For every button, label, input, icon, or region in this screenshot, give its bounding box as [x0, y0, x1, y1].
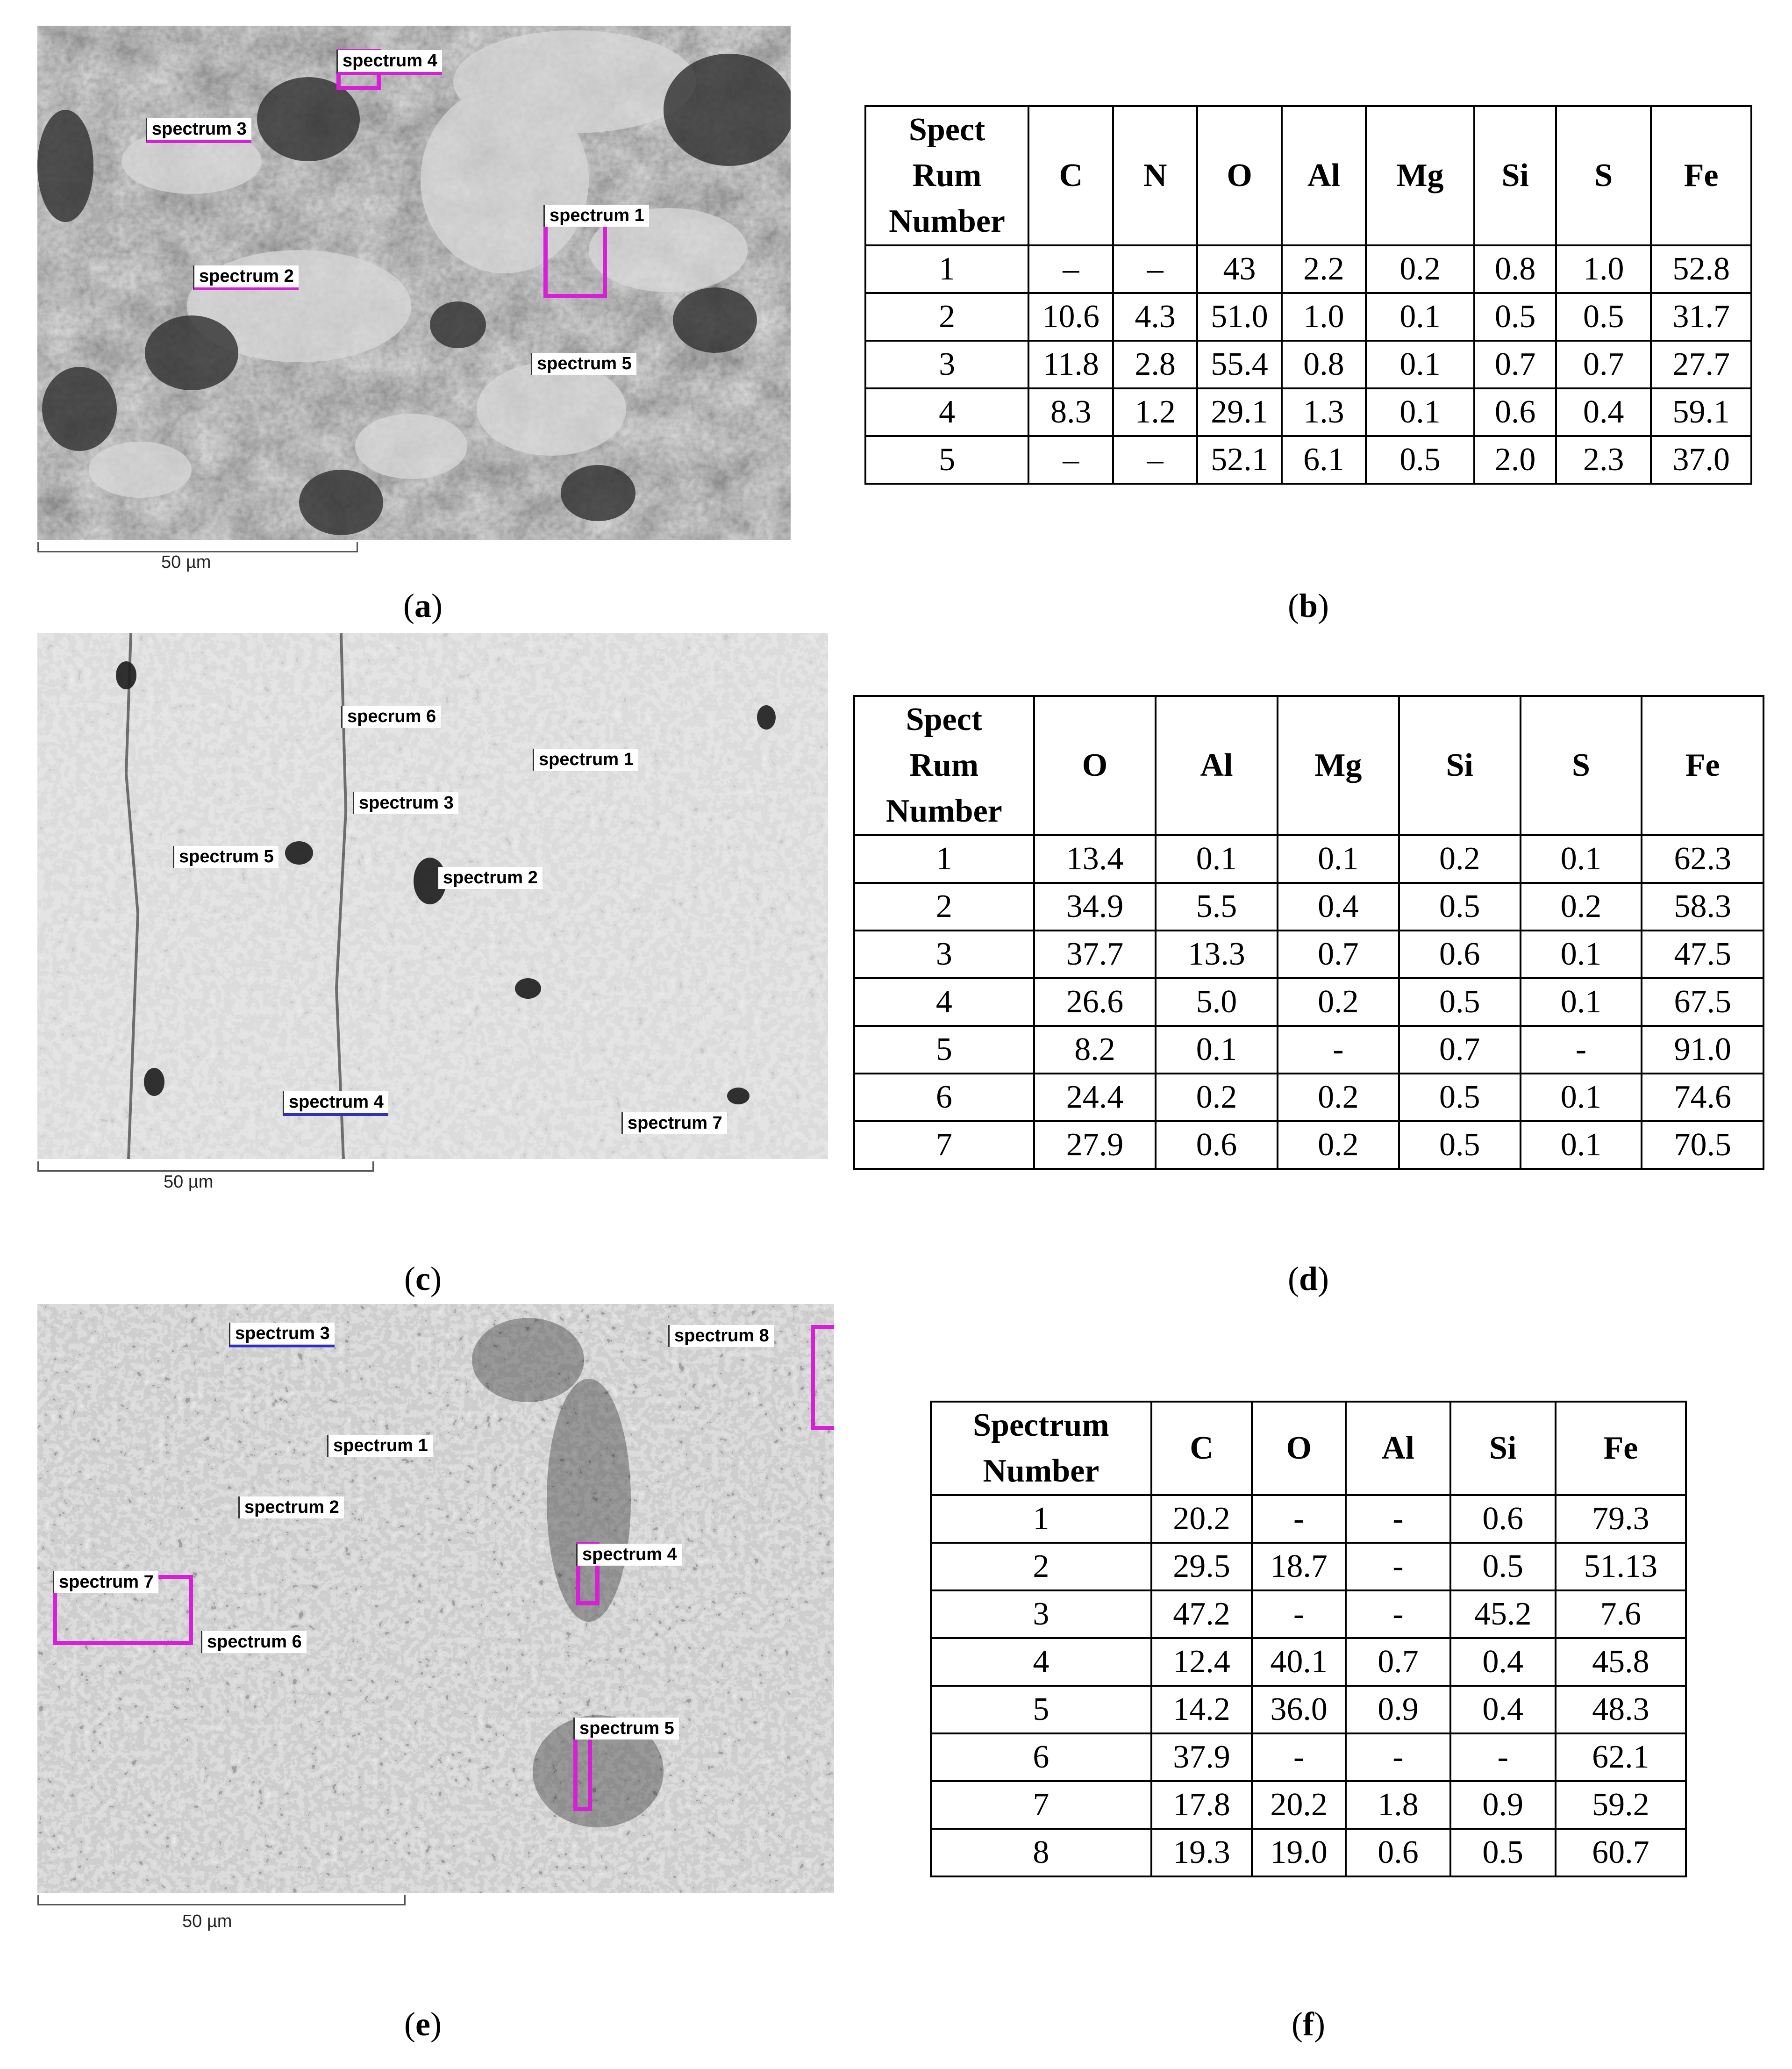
- table-cell: 37.0: [1651, 436, 1751, 484]
- table-cell: 2.2: [1282, 245, 1366, 293]
- caption-a: (a): [403, 587, 443, 624]
- table-cell: 48.3: [1556, 1686, 1686, 1733]
- table-row: [854, 1026, 1763, 1074]
- table-row: [931, 1686, 1686, 1733]
- table-cell: 11.8: [1028, 341, 1113, 388]
- table-cell: 0.1: [1521, 1074, 1642, 1121]
- table-cell: -: [1346, 1543, 1450, 1590]
- spectrum-label: spectrum 2: [437, 867, 543, 889]
- table-row: [931, 1781, 1686, 1829]
- table-cell: 2.3: [1556, 436, 1651, 484]
- table-cell-spectrum-number: 1: [931, 1495, 1151, 1543]
- table-cell: 79.3: [1556, 1495, 1686, 1543]
- table-cell: -: [1252, 1733, 1346, 1781]
- table-row: [931, 1733, 1686, 1781]
- table-cell: 47.2: [1151, 1590, 1252, 1638]
- table-cell: 19.3: [1151, 1829, 1252, 1876]
- table-header-spectrum-number: Spect Rum Number: [854, 696, 1034, 835]
- table-cell: 51.13: [1556, 1543, 1686, 1590]
- table-cell: 0.1: [1366, 293, 1475, 341]
- table-cell: 0.2: [1399, 835, 1521, 883]
- sem-image-a: [37, 26, 791, 540]
- table-row: [854, 1074, 1763, 1121]
- table-cell: 91.0: [1642, 1026, 1763, 1074]
- table-cell: 6.1: [1282, 436, 1366, 484]
- spectrum-label: specrum 6: [341, 706, 441, 728]
- table-cell: 67.5: [1642, 978, 1763, 1026]
- table-header: Fe: [1642, 696, 1763, 835]
- table-row: [931, 1543, 1686, 1590]
- table-cell: 17.8: [1151, 1781, 1252, 1829]
- table-cell: 0.8: [1474, 245, 1556, 293]
- table-cell: –: [1113, 436, 1197, 484]
- table-header: C: [1151, 1402, 1252, 1495]
- table-header: O: [1034, 696, 1156, 835]
- table-cell: 0.5: [1450, 1829, 1556, 1876]
- table-cell: 36.0: [1252, 1686, 1346, 1733]
- table-cell: 40.1: [1252, 1638, 1346, 1686]
- table-cell: 0.2: [1278, 1074, 1399, 1121]
- table-row: [931, 1829, 1686, 1876]
- table-cell: 31.7: [1651, 293, 1751, 341]
- table-cell: 0.4: [1450, 1638, 1556, 1686]
- table-header: Si: [1450, 1402, 1556, 1495]
- table-cell: 0.5: [1450, 1543, 1556, 1590]
- table-cell: 0.6: [1474, 388, 1556, 436]
- spectrum-label: spectrum 1: [327, 1435, 433, 1457]
- table-cell: 0.7: [1278, 931, 1399, 978]
- spectrum-label: spectrum 8: [668, 1325, 774, 1347]
- table-cell-spectrum-number: 2: [854, 883, 1034, 931]
- table-cell: 0.2: [1366, 245, 1475, 293]
- table-cell: 34.9: [1034, 883, 1156, 931]
- eds-table-b: [864, 105, 1752, 485]
- table-cell: -: [1278, 1026, 1399, 1074]
- table-cell: 59.2: [1556, 1781, 1686, 1829]
- table-cell: 20.2: [1151, 1495, 1252, 1543]
- table-cell: 37.9: [1151, 1733, 1252, 1781]
- table-cell: -: [1346, 1590, 1450, 1638]
- spectrum-label: spectrum 4: [336, 50, 442, 75]
- table-cell-spectrum-number: 3: [854, 931, 1034, 978]
- eds-table-f: [930, 1401, 1687, 1877]
- spectrum-label: spectrum 3: [353, 792, 458, 814]
- table-cell: 0.2: [1521, 883, 1642, 931]
- caption-f: (f): [1292, 2005, 1325, 2043]
- table-header: C: [1028, 106, 1113, 245]
- table-row: [865, 293, 1751, 341]
- spectrum-label: spectrum 5: [573, 1718, 679, 1740]
- table-header: O: [1197, 106, 1282, 245]
- table-header: Al: [1346, 1402, 1450, 1495]
- table-cell: -: [1346, 1733, 1450, 1781]
- table-cell: 58.3: [1642, 883, 1763, 931]
- table-header: S: [1556, 106, 1651, 245]
- spectrum-label: spectrum 7: [621, 1112, 727, 1134]
- spectrum-label: spectrum 3: [229, 1323, 335, 1347]
- table-cell: 0.1: [1521, 1121, 1642, 1169]
- table-row: [854, 978, 1763, 1026]
- table-cell: 47.5: [1642, 931, 1763, 978]
- table-cell: 0.2: [1278, 978, 1399, 1026]
- table-cell: –: [1113, 245, 1197, 293]
- table-cell-spectrum-number: 7: [854, 1121, 1034, 1169]
- table-row: [931, 1638, 1686, 1686]
- scale-bar-label-c: 50 µm: [164, 1172, 214, 1192]
- table-row: [854, 1121, 1763, 1169]
- table-cell-spectrum-number: 5: [865, 436, 1028, 484]
- table-cell: 0.5: [1474, 293, 1556, 341]
- table-cell-spectrum-number: 6: [854, 1074, 1034, 1121]
- spectrum-label: spectrum 5: [531, 353, 636, 375]
- table-cell: 0.6: [1346, 1829, 1450, 1876]
- table-row: [931, 1590, 1686, 1638]
- table-cell: 2.8: [1113, 341, 1197, 388]
- table-cell: 59.1: [1651, 388, 1751, 436]
- table-cell: 0.1: [1156, 835, 1278, 883]
- table-cell: -: [1521, 1026, 1642, 1074]
- table-header: O: [1252, 1402, 1346, 1495]
- table-cell: 0.6: [1156, 1121, 1278, 1169]
- table-cell: -: [1346, 1495, 1450, 1543]
- table-cell: 62.3: [1642, 835, 1763, 883]
- eds-table-d: [853, 695, 1764, 1170]
- table-cell-spectrum-number: 7: [931, 1781, 1151, 1829]
- table-body-f: [931, 1495, 1686, 1876]
- table-cell: 4.3: [1113, 293, 1197, 341]
- table-cell-spectrum-number: 4: [865, 388, 1028, 436]
- spectrum-label: spectrum 1: [543, 205, 649, 227]
- spectrum-8-region: [811, 1325, 834, 1430]
- table-cell: 29.5: [1151, 1543, 1252, 1590]
- table-cell-spectrum-number: 1: [865, 245, 1028, 293]
- table-cell: 0.7: [1399, 1026, 1521, 1074]
- table-cell: 0.5: [1366, 436, 1475, 484]
- table-cell: 45.2: [1450, 1590, 1556, 1638]
- table-cell-spectrum-number: 2: [865, 293, 1028, 341]
- table-cell: 1.2: [1113, 388, 1197, 436]
- table-cell: 12.4: [1151, 1638, 1252, 1686]
- table-header: Al: [1156, 696, 1278, 835]
- table-cell-spectrum-number: 8: [931, 1829, 1151, 1876]
- table-cell: 14.2: [1151, 1686, 1252, 1733]
- spectrum-label: spectrum 2: [238, 1496, 344, 1518]
- table-cell-spectrum-number: 1: [854, 835, 1034, 883]
- spectrum-label: spectrum 6: [201, 1631, 307, 1653]
- table-cell: 10.6: [1028, 293, 1113, 341]
- scale-bar-c: [37, 1161, 374, 1172]
- caption-d: (d): [1287, 1260, 1329, 1297]
- table-cell: 27.7: [1651, 341, 1751, 388]
- table-cell: 5.5: [1156, 883, 1278, 931]
- table-cell: 43: [1197, 245, 1282, 293]
- table-cell: 0.1: [1366, 388, 1475, 436]
- scale-bar-label-e: 50 µm: [182, 1911, 232, 1931]
- table-cell: 0.7: [1556, 341, 1651, 388]
- spectrum-label: spectrum 4: [576, 1544, 682, 1566]
- table-cell: 0.8: [1282, 341, 1366, 388]
- table-cell: 0.6: [1450, 1495, 1556, 1543]
- table-cell: –: [1028, 436, 1113, 484]
- scale-bar-a: [37, 542, 358, 552]
- table-cell: 0.1: [1278, 835, 1399, 883]
- table-cell: –: [1028, 245, 1113, 293]
- scale-bar-e: [37, 1895, 406, 1905]
- sem-image-c: [37, 633, 828, 1159]
- table-cell: 0.1: [1366, 341, 1475, 388]
- table-row: [865, 436, 1751, 484]
- table-header: Al: [1282, 106, 1366, 245]
- table-cell: 2.0: [1474, 436, 1556, 484]
- table-header: Si: [1399, 696, 1521, 835]
- table-cell: 51.0: [1197, 293, 1282, 341]
- table-cell: 60.7: [1556, 1829, 1686, 1876]
- spectrum-label: spectrum 4: [283, 1091, 388, 1116]
- table-cell: 8.3: [1028, 388, 1113, 436]
- table-row: [931, 1495, 1686, 1543]
- table-header: Si: [1474, 106, 1556, 245]
- table-cell: 0.2: [1278, 1121, 1399, 1169]
- table-cell: 13.4: [1034, 835, 1156, 883]
- table-cell: 0.1: [1521, 931, 1642, 978]
- table-cell: 70.5: [1642, 1121, 1763, 1169]
- table-cell: -: [1450, 1733, 1556, 1781]
- table-cell: 7.6: [1556, 1590, 1686, 1638]
- table-header: S: [1521, 696, 1642, 835]
- table-cell: 0.9: [1450, 1781, 1556, 1829]
- table-cell: 0.7: [1346, 1638, 1450, 1686]
- table-cell: 0.1: [1156, 1026, 1278, 1074]
- table-cell-spectrum-number: 4: [931, 1638, 1151, 1686]
- table-cell-spectrum-number: 3: [931, 1590, 1151, 1638]
- spectrum-label: spectrum 1: [533, 749, 638, 771]
- table-cell: 0.5: [1399, 978, 1521, 1026]
- table-cell: 13.3: [1156, 931, 1278, 978]
- table-row: [854, 931, 1763, 978]
- table-cell: 1.0: [1282, 293, 1366, 341]
- table-cell-spectrum-number: 3: [865, 341, 1028, 388]
- table-cell: 0.1: [1521, 978, 1642, 1026]
- table-cell: 0.7: [1474, 341, 1556, 388]
- table-cell: 1.3: [1282, 388, 1366, 436]
- table-cell: 1.8: [1346, 1781, 1450, 1829]
- table-cell-spectrum-number: 2: [931, 1543, 1151, 1590]
- table-cell: 52.1: [1197, 436, 1282, 484]
- table-row: [865, 341, 1751, 388]
- table-header-spectrum-number: Spect Rum Number: [865, 106, 1028, 245]
- table-row: [865, 245, 1751, 293]
- table-cell: 37.7: [1034, 931, 1156, 978]
- table-cell: 0.6: [1399, 931, 1521, 978]
- table-cell: -: [1252, 1495, 1346, 1543]
- table-cell: 18.7: [1252, 1543, 1346, 1590]
- table-cell: 0.5: [1399, 883, 1521, 931]
- table-cell: 45.8: [1556, 1638, 1686, 1686]
- table-cell: 27.9: [1034, 1121, 1156, 1169]
- table-cell: 24.4: [1034, 1074, 1156, 1121]
- table-cell-spectrum-number: 5: [931, 1686, 1151, 1733]
- table-header: Fe: [1556, 1402, 1686, 1495]
- table-cell-spectrum-number: 6: [931, 1733, 1151, 1781]
- table-cell: 5.0: [1156, 978, 1278, 1026]
- table-cell: 29.1: [1197, 388, 1282, 436]
- sem-image-e: [37, 1304, 834, 1893]
- table-row: [854, 883, 1763, 931]
- caption-c: (c): [404, 1260, 442, 1297]
- table-cell: 19.0: [1252, 1829, 1346, 1876]
- caption-e: (e): [404, 2005, 442, 2043]
- spectrum-label: spectrum 5: [173, 846, 278, 868]
- table-row: [865, 388, 1751, 436]
- table-body-b: [865, 245, 1751, 484]
- table-cell-spectrum-number: 5: [854, 1026, 1034, 1074]
- table-header: Fe: [1651, 106, 1751, 245]
- table-cell: 1.0: [1556, 245, 1651, 293]
- table-cell: 0.4: [1450, 1686, 1556, 1733]
- table-header: Mg: [1278, 696, 1399, 835]
- table-cell: 26.6: [1034, 978, 1156, 1026]
- table-cell: 0.5: [1399, 1121, 1521, 1169]
- table-row: [854, 835, 1763, 883]
- caption-b: (b): [1287, 587, 1329, 624]
- table-body-d: [854, 835, 1763, 1169]
- table-cell-spectrum-number: 4: [854, 978, 1034, 1026]
- sem-texture-a: [37, 26, 791, 540]
- table-cell: 0.9: [1346, 1686, 1450, 1733]
- spectrum-label: spectrum 7: [53, 1571, 158, 1593]
- table-cell: 0.5: [1556, 293, 1651, 341]
- table-cell: 8.2: [1034, 1026, 1156, 1074]
- table-header: N: [1113, 106, 1197, 245]
- table-header: Mg: [1366, 106, 1475, 245]
- table-cell: 0.4: [1556, 388, 1651, 436]
- table-cell: 62.1: [1556, 1733, 1686, 1781]
- table-cell: 74.6: [1642, 1074, 1763, 1121]
- spectrum-label: spectrum 2: [193, 265, 299, 290]
- table-cell: 52.8: [1651, 245, 1751, 293]
- table-cell: 0.1: [1521, 835, 1642, 883]
- table-cell: 20.2: [1252, 1781, 1346, 1829]
- table-cell: 55.4: [1197, 341, 1282, 388]
- table-cell: 0.4: [1278, 883, 1399, 931]
- table-header-spectrum-number: Spectrum Number: [931, 1402, 1151, 1495]
- scale-bar-label-a: 50 µm: [161, 552, 211, 572]
- table-cell: -: [1252, 1590, 1346, 1638]
- table-cell: 0.2: [1156, 1074, 1278, 1121]
- table-cell: 0.5: [1399, 1074, 1521, 1121]
- spectrum-label: spectrum 3: [146, 118, 251, 143]
